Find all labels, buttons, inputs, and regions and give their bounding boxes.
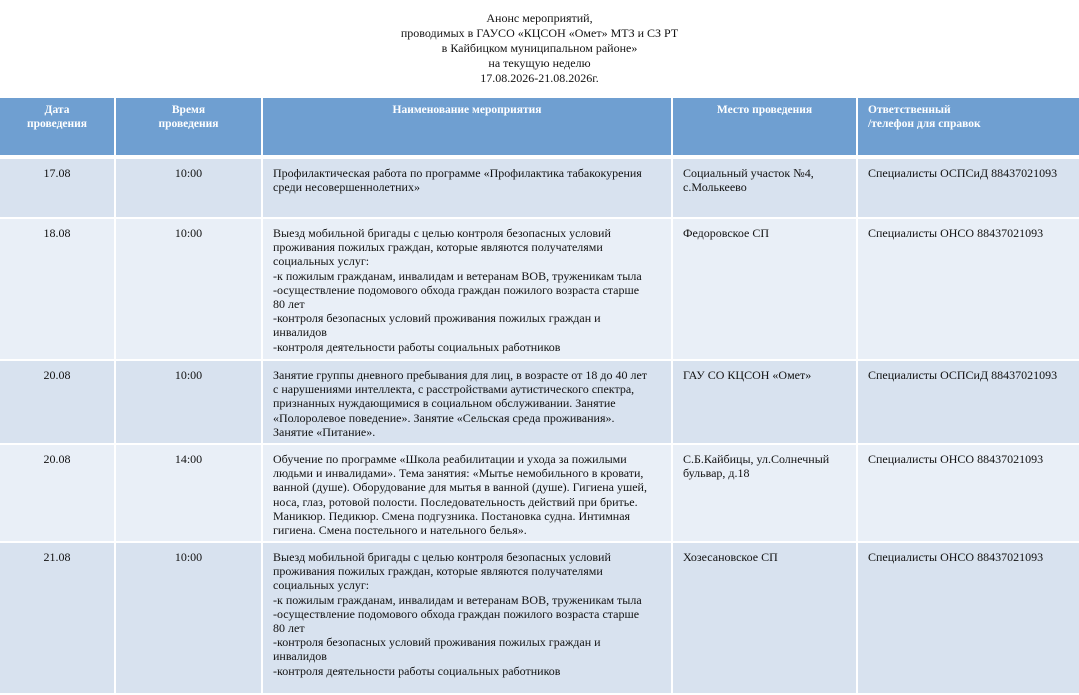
header-line: в Кайбицком муниципальном районе» [441, 41, 638, 55]
cell-place-line: Федоровское СП [683, 226, 770, 240]
table-row [0, 159, 1079, 218]
cell-event-line: проживания пожилых граждан, которые являются получателями [273, 240, 603, 255]
cell-responsible: Специалисты ОСПСиД 88437021093 [857, 360, 1079, 444]
events-table [0, 98, 1079, 695]
cell-event [262, 444, 672, 542]
column-header-name: Наименование мероприятия [262, 98, 672, 155]
cell-event-line: -к пожилым гражданам, инвалидам и ветеранам ВОВ, труженикам тыла [273, 268, 642, 283]
cell-event-line: Обучение по программе «Школа реабилитации и ухода за пожилыми [273, 452, 627, 466]
cell-event-line: Занятие группы дневного пребывания для лиц, в возрасте от 18 до 40 лет [273, 368, 648, 382]
header-line: Анонс мероприятий, [486, 11, 593, 25]
cell-event-line: инвалидов [273, 649, 327, 664]
cell-event [262, 360, 672, 444]
cell-place [672, 218, 857, 360]
table-row [0, 542, 1079, 694]
cell-time: 10:00 [115, 218, 262, 360]
table-row [0, 444, 1079, 542]
cell-event-line: -контроля деятельности работы социальных работников [273, 663, 561, 678]
cell-place [672, 159, 857, 218]
cell-event-line: -контроля деятельности работы социальных работников [273, 339, 561, 354]
cell-event-line: с нарушениями интеллекта, с расстройствами аутистического спектра, [273, 382, 635, 397]
header-line: на текущую неделю [488, 56, 591, 70]
header-date-range: 17.08.2026-21.08.2026г. [480, 71, 599, 85]
cell-event-line: «Полоролевое поведение». Занятие «Сельская среда проживания». [273, 410, 615, 425]
cell-event-line: Занятие «Питание». [273, 424, 376, 439]
cell-date: 21.08 [0, 542, 115, 694]
cell-place-line: ГАУ СО КЦСОН «Омет» [683, 368, 812, 382]
cell-event-line: 80 лет [273, 297, 305, 312]
cell-event-line: социальных услуг: [273, 254, 370, 269]
cell-date: 17.08 [0, 159, 115, 218]
cell-event [262, 542, 672, 694]
cell-event-line: -осуществление подомового обхода граждан пожилого возраста старше [273, 606, 640, 621]
cell-event-line: Выезд мобильной бригады с целью контроля безопасных условий [273, 550, 611, 564]
cell-event-line: -осуществление подомового обхода граждан пожилого возраста старше [273, 282, 640, 297]
cell-time: 10:00 [115, 542, 262, 694]
cell-event-line: Выезд мобильной бригады с целью контроля безопасных условий [273, 226, 611, 240]
cell-event-line: Профилактическая работа по программе «Профилактика табакокурения [273, 166, 642, 180]
cell-event-line: среди несовершеннолетних» [273, 180, 420, 195]
cell-date: 20.08 [0, 444, 115, 542]
cell-responsible: Специалисты ОСПСиД 88437021093 [857, 159, 1079, 218]
cell-responsible: Специалисты ОНСО 88437021093 [857, 218, 1079, 360]
document-header [0, 0, 1079, 98]
cell-event-line: гигиена. Смена постельного и нательного белья». [273, 523, 527, 538]
cell-event [262, 159, 672, 218]
cell-place [672, 444, 857, 542]
table-row [0, 360, 1079, 444]
cell-event-line: -контроля безопасных условий проживания пожилых граждан и [273, 635, 601, 650]
cell-event-line: -контроля безопасных условий проживания пожилых граждан и [273, 311, 601, 326]
cell-event-line: ванной (душе). Оборудование для мытья в ванной (душе). Гигиена ушей, [273, 480, 647, 495]
cell-event-line: людьми и инвалидами». Тема занятия: «Мытье немобильного в кровати, [273, 466, 644, 481]
cell-date: 20.08 [0, 360, 115, 444]
cell-time: 10:00 [115, 360, 262, 444]
cell-event [262, 218, 672, 360]
column-header-responsible: Ответственный /телефон для справок [857, 98, 1079, 155]
cell-time: 14:00 [115, 444, 262, 542]
cell-responsible: Специалисты ОНСО 88437021093 [857, 444, 1079, 542]
cell-place-line: бульвар, д.18 [683, 466, 750, 481]
cell-event-line: проживания пожилых граждан, которые являются получателями [273, 564, 603, 579]
cell-event-line: инвалидов [273, 325, 327, 340]
cell-place-line: Социальный участок №4, [683, 166, 814, 180]
cell-place-line: С.Б.Кайбицы, ул.Солнечный [683, 452, 830, 466]
table-header-row [0, 98, 1079, 155]
cell-place-line: Хозесановское СП [683, 550, 778, 564]
cell-place-line: с.Молькеево [683, 180, 747, 195]
table-row [0, 218, 1079, 360]
cell-event-line: Маникюр. Педикюр. Смена подгузника. Постановка судна. Интимная [273, 508, 631, 523]
column-header-date: Дата проведения [0, 98, 115, 155]
cell-place [672, 542, 857, 694]
cell-time: 10:00 [115, 159, 262, 218]
column-header-time: Время проведения [115, 98, 262, 155]
cell-event-line: социальных услуг: [273, 578, 370, 593]
column-header-place: Место проведения [672, 98, 857, 155]
header-line: проводимых в ГАУСО «КЦСОН «Омет» МТЗ и СЗ РТ [400, 26, 679, 40]
cell-responsible: Специалисты ОНСО 88437021093 [857, 542, 1079, 694]
cell-event-line: носа, глаз, ротовой полости. Последовательность действий при бритье. [273, 494, 638, 509]
cell-event-line: -к пожилым гражданам, инвалидам и ветеранам ВОВ, труженикам тыла [273, 592, 642, 607]
cell-date: 18.08 [0, 218, 115, 360]
cell-event-line: признанных нуждающимися в социальном обслуживании. Занятие [273, 396, 616, 411]
cell-place [672, 360, 857, 444]
cell-event-line: 80 лет [273, 621, 305, 636]
